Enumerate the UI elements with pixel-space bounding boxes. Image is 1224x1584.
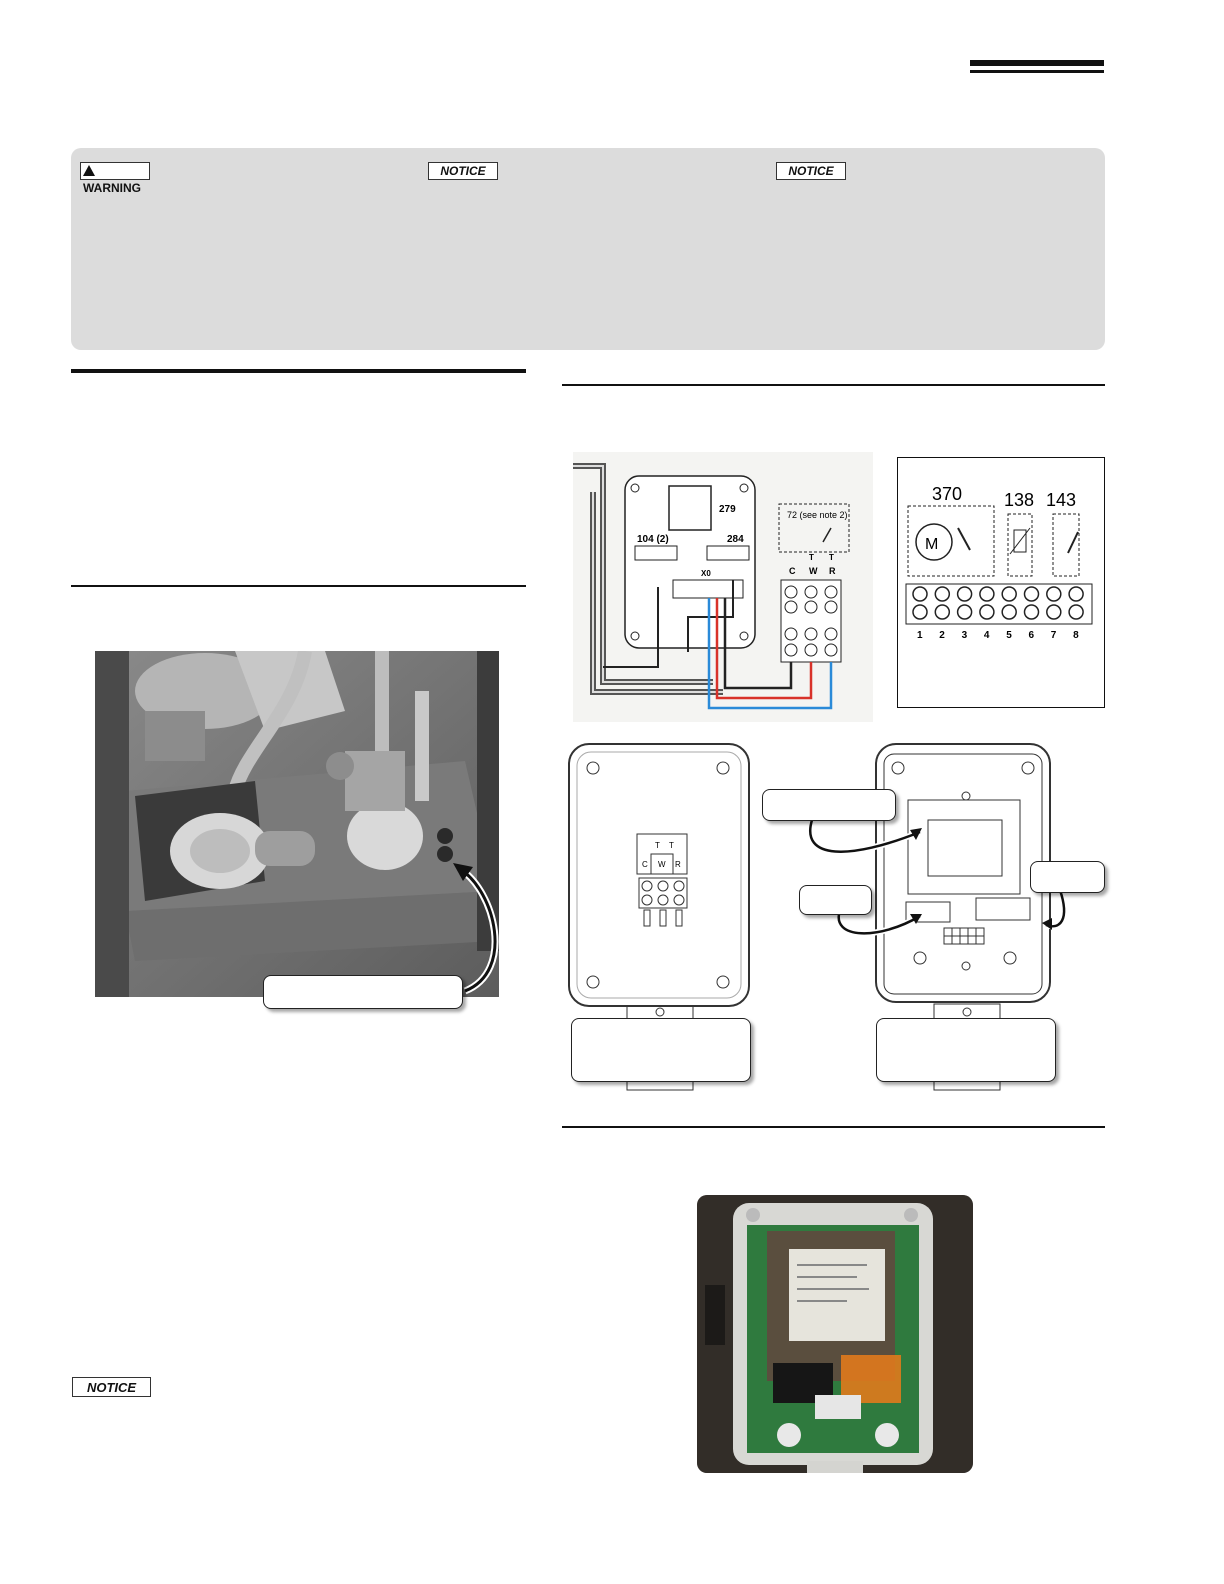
part-104-label: 104 (2) (637, 534, 669, 545)
terminal-screw-icon (1025, 587, 1039, 601)
terminal-t2-label: T (829, 553, 834, 562)
component-138-label: 138 (1004, 490, 1035, 510)
terminal-screw-icon (935, 587, 949, 601)
terminal-number-label: 1 (917, 630, 923, 641)
terminal-screw-icon (935, 605, 949, 619)
terminal-r-label: R (829, 566, 836, 576)
front-terminal-t2: T (669, 841, 674, 850)
terminal-number-label: 8 (1073, 630, 1079, 641)
terminal-number-label: 4 (983, 630, 990, 641)
boiler-interior-illustration (95, 651, 505, 1011)
terminal-screw-icon (958, 587, 972, 601)
enclosure-interior-photo (697, 1195, 973, 1473)
wiring-diagram-terminal-strip (897, 457, 1105, 708)
callout-back-view-label (876, 1018, 1056, 1082)
terminal-screw-icon (958, 605, 972, 619)
terminal-screw-icon (1047, 605, 1061, 619)
terminal-screw-icon (1025, 605, 1039, 619)
terminal-t1-label: T (809, 553, 814, 562)
header-rule-thick (970, 60, 1104, 66)
warning-badge: WARNING (80, 162, 150, 180)
front-terminal-w: W (658, 860, 666, 869)
section-rule (562, 384, 1105, 386)
notice-badge: NOTICE (72, 1377, 151, 1397)
component-143-label: 143 (1046, 490, 1077, 510)
terminal-screw-icon (1002, 587, 1016, 601)
callout-relay-label (799, 885, 872, 915)
motor-symbol: M (925, 536, 939, 553)
terminal-number-label: 5 (1006, 630, 1012, 641)
terminal-number-label: 3 (961, 630, 968, 641)
terminal-screw-icon (1047, 587, 1061, 601)
warning-triangle-icon (83, 165, 95, 176)
terminal-screw-icon (913, 605, 927, 619)
terminal-screw-icon (1069, 605, 1083, 619)
section-rule (562, 1126, 1105, 1128)
header-rule-thin (970, 70, 1104, 73)
callout-transformer-label (762, 789, 896, 821)
section-rule (71, 369, 526, 373)
front-terminal-t1: T (655, 841, 660, 850)
component-370-label: 370 (932, 484, 963, 504)
section-rule (71, 585, 526, 587)
notice-badge: NOTICE (428, 162, 498, 180)
terminal-number-label: 7 (1050, 630, 1057, 641)
front-terminal-r: R (675, 860, 681, 869)
terminal-screw-icon (1002, 605, 1016, 619)
terminal-c-label: C (789, 566, 796, 576)
wiring-diagram-thermostat (573, 452, 873, 722)
terminal-screw-icon (980, 587, 994, 601)
x0-label: X0 (701, 569, 711, 578)
terminal-screw-icon (1069, 587, 1083, 601)
terminal-w-label: W (809, 566, 818, 576)
terminal-screw-icon (913, 587, 927, 601)
part-284-label: 284 (727, 534, 744, 545)
safety-alert-panel (71, 148, 1105, 350)
terminal-screw-icon (980, 605, 994, 619)
callout-front-view-label (571, 1018, 751, 1082)
notice-badge: NOTICE (776, 162, 846, 180)
front-terminal-c: C (642, 860, 648, 869)
callout-drain-label (263, 975, 463, 1009)
callout-component-label (1030, 861, 1105, 893)
terminal-number-label: 2 (939, 630, 945, 641)
part-72-label: 72 (see note 2) (787, 510, 848, 520)
terminal-number-label: 6 (1028, 630, 1035, 641)
part-279-label: 279 (719, 504, 736, 515)
